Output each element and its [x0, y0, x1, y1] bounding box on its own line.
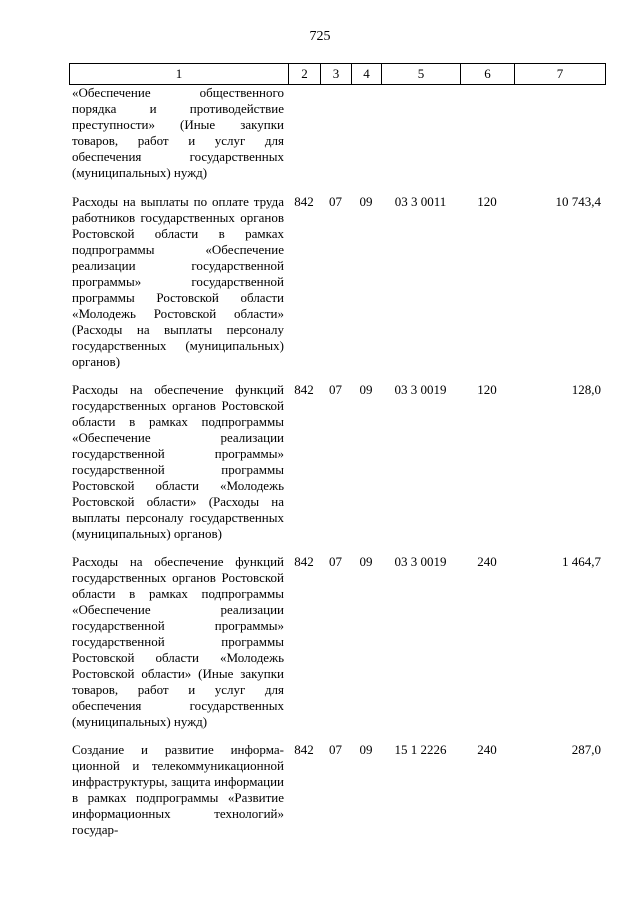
row-description: Создание и развитие информационной и телекоммуникационной инфраструктуры, защита информации в рамках подпрограммы «Развитие информационных технологий» государ-: [72, 742, 284, 837]
table-row: [69, 742, 605, 837]
row-col-3: 07: [329, 194, 342, 210]
row-col-6: [460, 85, 514, 194]
row-description: Расходы на выплаты по оплате труда работников государственных органов Ростовской области в рамках подпрограммы «Обеспечение реализации государственной программы» государственной программы Ростовской области «Молодежь Ростовской области» (Расходы на выплаты персоналу государственных (муниципальных) органов): [72, 194, 284, 369]
header-col-3: 3: [321, 64, 352, 85]
row-col-6: 120: [477, 382, 497, 398]
row-col-2: [288, 85, 320, 194]
row-col-7: 128,0: [571, 382, 601, 398]
header-col-7: 7: [515, 64, 606, 85]
row-col-2: 842: [294, 382, 314, 398]
table-row: [69, 194, 605, 382]
row-col-7: 287,0: [571, 742, 601, 758]
row-col-7: [514, 85, 605, 194]
row-col-2: 842: [294, 554, 314, 570]
row-col-6: 240: [477, 554, 497, 570]
row-col-7: 1 464,7: [562, 554, 601, 570]
header-col-4: 4: [352, 64, 382, 85]
row-col-5: [381, 85, 460, 194]
table-row: [69, 554, 605, 742]
row-col-2: 842: [294, 194, 314, 210]
row-col-5: 15 1 2226: [394, 742, 447, 758]
row-col-4: [351, 85, 381, 194]
row-col-5: 03 3 0011: [394, 194, 447, 210]
row-col-5: 03 3 0019: [394, 382, 447, 398]
row-col-4: 09: [359, 554, 373, 570]
row-col-4: 09: [359, 194, 373, 210]
header-col-1: 1: [70, 64, 289, 85]
row-description: «Обеспечение общественного порядка и противодействие преступности» (Иные закупки товаров, работ и услуг для обеспечения государственных (муниципальных) нужд): [72, 85, 284, 180]
header-row: [70, 64, 606, 85]
row-col-6: 240: [477, 742, 497, 758]
row-description: Расходы на обеспечение функций государственных органов Ростовской области в рамках подпрограммы «Обеспечение реализации государственной программы» государственной программы Ростовской области «Молодежь Ростовской области» (Иные закупки товаров, работ и услуг для обеспечения государственных (муниципальных) нужд): [72, 554, 284, 729]
row-col-2: 842: [294, 742, 314, 758]
row-col-7: 10 743,4: [555, 194, 601, 210]
header-col-2: 2: [289, 64, 321, 85]
row-col-4: 09: [359, 382, 373, 398]
row-description: Расходы на обеспечение функций государственных органов Ростовской области в рамках подпрограммы «Обеспечение реализации государственной программы» государственной программы Ростовской области «Молодежь Ростовской области» (Расходы на выплаты персоналу государственных (муниципальных) органов): [72, 382, 284, 541]
table-row: [69, 85, 605, 194]
row-col-3: 07: [329, 382, 342, 398]
row-col-5: 03 3 0019: [394, 554, 447, 570]
row-col-6: 120: [477, 194, 497, 210]
table-header: [69, 63, 606, 85]
header-col-6: 6: [461, 64, 515, 85]
table-row: [69, 382, 605, 554]
header-col-5: 5: [382, 64, 461, 85]
row-col-3: 07: [329, 742, 342, 758]
page-number: 725: [309, 29, 331, 44]
row-col-3: 07: [329, 554, 342, 570]
row-col-3: [320, 85, 351, 194]
budget-table: [69, 85, 605, 838]
row-col-4: 09: [359, 742, 373, 758]
